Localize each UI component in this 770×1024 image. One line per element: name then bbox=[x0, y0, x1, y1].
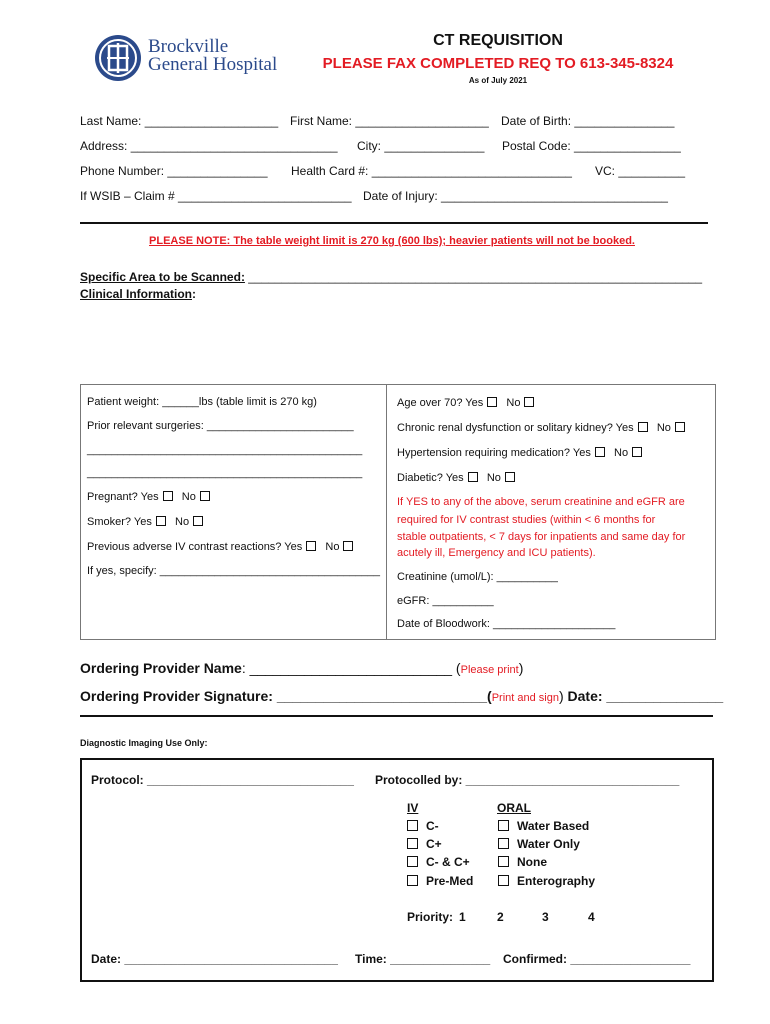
provider-signature-close: ) bbox=[558, 688, 564, 704]
divider bbox=[80, 222, 708, 224]
iv-premed-checkbox[interactable] bbox=[407, 875, 418, 886]
scan-area-input[interactable]: ____________________________________________________________________ bbox=[248, 270, 703, 284]
patient-weight-field[interactable]: Patient weight: ______lbs (table limit is 270 kg) bbox=[87, 396, 317, 408]
pregnant-yes-checkbox[interactable] bbox=[163, 491, 173, 501]
smoker-yes-checkbox[interactable] bbox=[156, 516, 166, 526]
renal-label: Chronic renal dysfunction or solitary kidney? Yes bbox=[397, 422, 634, 434]
di-use-only-heading: Diagnostic Imaging Use Only: bbox=[80, 738, 208, 748]
pregnant-label: Pregnant? Yes bbox=[87, 491, 159, 503]
diabetic-yes-checkbox[interactable] bbox=[468, 472, 478, 482]
adverse-yes-checkbox[interactable] bbox=[306, 541, 316, 551]
priority-label: Priority: bbox=[407, 910, 454, 924]
renal-no-checkbox[interactable] bbox=[675, 422, 685, 432]
oral-enterography-label: Enterography bbox=[517, 874, 596, 888]
oral-option-none[interactable] bbox=[498, 855, 547, 869]
di-confirmed-field[interactable]: Confirmed: __________________ bbox=[503, 952, 691, 966]
iv-c-minus-checkbox[interactable] bbox=[407, 820, 418, 831]
age-no-label: No bbox=[506, 397, 521, 409]
provider-name-label: Ordering Provider Name bbox=[80, 660, 242, 676]
iv-c-minus-label: C- bbox=[426, 819, 439, 833]
diabetic-label: Diabetic? Yes bbox=[397, 472, 464, 484]
clinical-info-label bbox=[80, 287, 196, 301]
oral-heading: ORAL bbox=[497, 801, 531, 815]
iv-c-plus-label: C+ bbox=[426, 837, 442, 851]
iv-c-minus-plus-label: C- & C+ bbox=[426, 855, 470, 869]
provider-signature-row[interactable] bbox=[80, 688, 723, 704]
smoker-question bbox=[87, 516, 203, 528]
oral-option-enterography[interactable] bbox=[498, 874, 595, 888]
priority-3[interactable]: 3 bbox=[542, 910, 549, 924]
screening-table-divider bbox=[386, 384, 387, 640]
health-card-field[interactable]: Health Card #: ______________________________ bbox=[291, 164, 572, 178]
oral-enterography-checkbox[interactable] bbox=[498, 875, 509, 886]
iv-option-c-minus[interactable] bbox=[407, 819, 439, 833]
adverse-no-label: No bbox=[325, 541, 340, 553]
hypertension-yes-checkbox[interactable] bbox=[595, 447, 605, 457]
oral-option-water-based[interactable] bbox=[498, 819, 589, 833]
address-field[interactable]: Address: _______________________________ bbox=[80, 139, 338, 153]
scan-area-label bbox=[80, 270, 702, 284]
provider-name-close: ) bbox=[518, 660, 524, 676]
age-label: Age over 70? Yes bbox=[397, 397, 484, 409]
logo-line1: Brockville bbox=[148, 36, 229, 57]
provider-name-hint: Please print bbox=[460, 664, 519, 676]
provider-name-row[interactable] bbox=[80, 660, 523, 676]
di-date-field[interactable]: Date: ________________________________ bbox=[91, 952, 338, 966]
iv-option-c-plus[interactable] bbox=[407, 837, 442, 851]
wsib-claim-field[interactable]: If WSIB – Claim # __________________________ bbox=[80, 189, 352, 203]
egfr-field[interactable]: eGFR: __________ bbox=[397, 595, 494, 607]
contrast-warning-line2: required for IV contrast studies (within < 6 months for bbox=[397, 514, 656, 526]
bloodwork-date-field[interactable]: Date of Bloodwork: ____________________ bbox=[397, 618, 616, 630]
divider-provider bbox=[80, 715, 713, 717]
renal-no-label: No bbox=[656, 422, 671, 434]
priority-1[interactable]: 1 bbox=[459, 910, 466, 924]
protocol-field[interactable]: Protocol: _______________________________ bbox=[91, 773, 354, 787]
adverse-no-checkbox[interactable] bbox=[343, 541, 353, 551]
provider-name-input[interactable]: : __________________________ ( bbox=[241, 660, 461, 676]
oral-none-label: None bbox=[517, 855, 547, 869]
date-of-birth-field[interactable]: Date of Birth: _______________ bbox=[501, 114, 675, 128]
surgeries-line-2[interactable]: _____________________________________________ bbox=[87, 467, 363, 479]
date-of-injury-field[interactable]: Date of Injury: __________________________________ bbox=[363, 189, 668, 203]
adverse-reaction-label: Previous adverse IV contrast reactions? Yes bbox=[87, 541, 303, 553]
iv-option-c-minus-plus[interactable] bbox=[407, 855, 470, 869]
di-time-field[interactable]: Time: _______________ bbox=[355, 952, 491, 966]
iv-option-premed[interactable] bbox=[407, 874, 473, 888]
logo-line2: General Hospital bbox=[148, 54, 278, 75]
renal-yes-checkbox[interactable] bbox=[638, 422, 648, 432]
hypertension-no-checkbox[interactable] bbox=[632, 447, 642, 457]
protocolled-by-field[interactable]: Protocolled by: ________________________________ bbox=[375, 773, 680, 787]
age-yes-checkbox[interactable] bbox=[487, 397, 497, 407]
prior-surgeries-field[interactable]: Prior relevant surgeries: ________________________ bbox=[87, 420, 354, 432]
smoker-no-checkbox[interactable] bbox=[193, 516, 203, 526]
iv-premed-label: Pre-Med bbox=[426, 874, 474, 888]
smoker-label: Smoker? Yes bbox=[87, 516, 152, 528]
postal-code-field[interactable]: Postal Code: ________________ bbox=[502, 139, 681, 153]
age-no-checkbox[interactable] bbox=[524, 397, 534, 407]
pregnant-no-checkbox[interactable] bbox=[200, 491, 210, 501]
revision-date: As of July 2021 bbox=[468, 76, 528, 85]
diabetic-no-checkbox[interactable] bbox=[505, 472, 515, 482]
smoker-no-label: No bbox=[175, 516, 190, 528]
contrast-warning-line1: If YES to any of the above, serum creatinine and eGFR are bbox=[397, 496, 685, 508]
pregnant-no-label: No bbox=[181, 491, 196, 503]
priority-2[interactable]: 2 bbox=[497, 910, 504, 924]
diabetic-question bbox=[397, 472, 515, 484]
creatinine-field[interactable]: Creatinine (umol/L): __________ bbox=[397, 571, 558, 583]
hypertension-question bbox=[397, 447, 642, 459]
oral-water-only-label: Water Only bbox=[517, 837, 580, 851]
renal-question bbox=[397, 422, 685, 434]
clinical-info-label-text: Clinical Information bbox=[80, 287, 193, 301]
last-name-field[interactable]: Last Name: ____________________ bbox=[80, 114, 279, 128]
iv-c-plus-checkbox[interactable] bbox=[407, 838, 418, 849]
priority-4[interactable]: 4 bbox=[588, 910, 595, 924]
form-title: CT REQUISITION bbox=[433, 32, 563, 49]
contrast-warning-line3: stable outpatients, < 7 days for inpatients and same day for bbox=[397, 531, 686, 543]
hypertension-no-label: No bbox=[614, 447, 629, 459]
first-name-field[interactable]: First Name: ____________________ bbox=[290, 114, 489, 128]
iv-c-minus-plus-checkbox[interactable] bbox=[407, 856, 418, 867]
fax-instruction: PLEASE FAX COMPLETED REQ TO 613-345-8324 bbox=[322, 55, 674, 72]
adverse-reaction-question bbox=[87, 541, 353, 553]
di-use-only-box bbox=[80, 758, 714, 982]
surgeries-line-1[interactable]: _____________________________________________ bbox=[87, 444, 363, 456]
iv-heading: IV bbox=[407, 801, 419, 815]
pregnant-question bbox=[87, 491, 210, 503]
hospital-logo bbox=[93, 33, 143, 88]
diabetic-no-label: No bbox=[486, 472, 501, 484]
clinical-info-colon: : bbox=[192, 287, 197, 301]
scan-area-label-text: Specific Area to be Scanned: bbox=[80, 270, 245, 284]
phone-field[interactable]: Phone Number: _______________ bbox=[80, 164, 268, 178]
hospital-seal-icon bbox=[93, 33, 143, 83]
adverse-specify-field[interactable]: If yes, specify: ____________________________________ bbox=[87, 565, 380, 577]
oral-water-based-checkbox[interactable] bbox=[498, 820, 509, 831]
contrast-warning-line4: acutely ill, Emergency and ICU patients). bbox=[397, 547, 596, 559]
vc-field[interactable]: VC: __________ bbox=[595, 164, 686, 178]
provider-signature-label[interactable]: Ordering Provider Signature: ___________________________( bbox=[80, 688, 492, 704]
weight-limit-notice: PLEASE NOTE: The table weight limit is 270 kg (600 lbs); heavier patients will not be booked. bbox=[149, 235, 635, 247]
provider-signature-hint: Print and sign bbox=[491, 692, 559, 704]
oral-none-checkbox[interactable] bbox=[498, 856, 509, 867]
oral-water-only-checkbox[interactable] bbox=[498, 838, 509, 849]
oral-water-based-label: Water Based bbox=[517, 819, 590, 833]
provider-date-field[interactable]: Date: _______________ bbox=[567, 688, 724, 704]
age-over-70-question bbox=[397, 397, 534, 409]
city-field[interactable]: City: _______________ bbox=[357, 139, 485, 153]
oral-option-water-only[interactable] bbox=[498, 837, 580, 851]
hypertension-label: Hypertension requiring medication? Yes bbox=[397, 447, 591, 459]
